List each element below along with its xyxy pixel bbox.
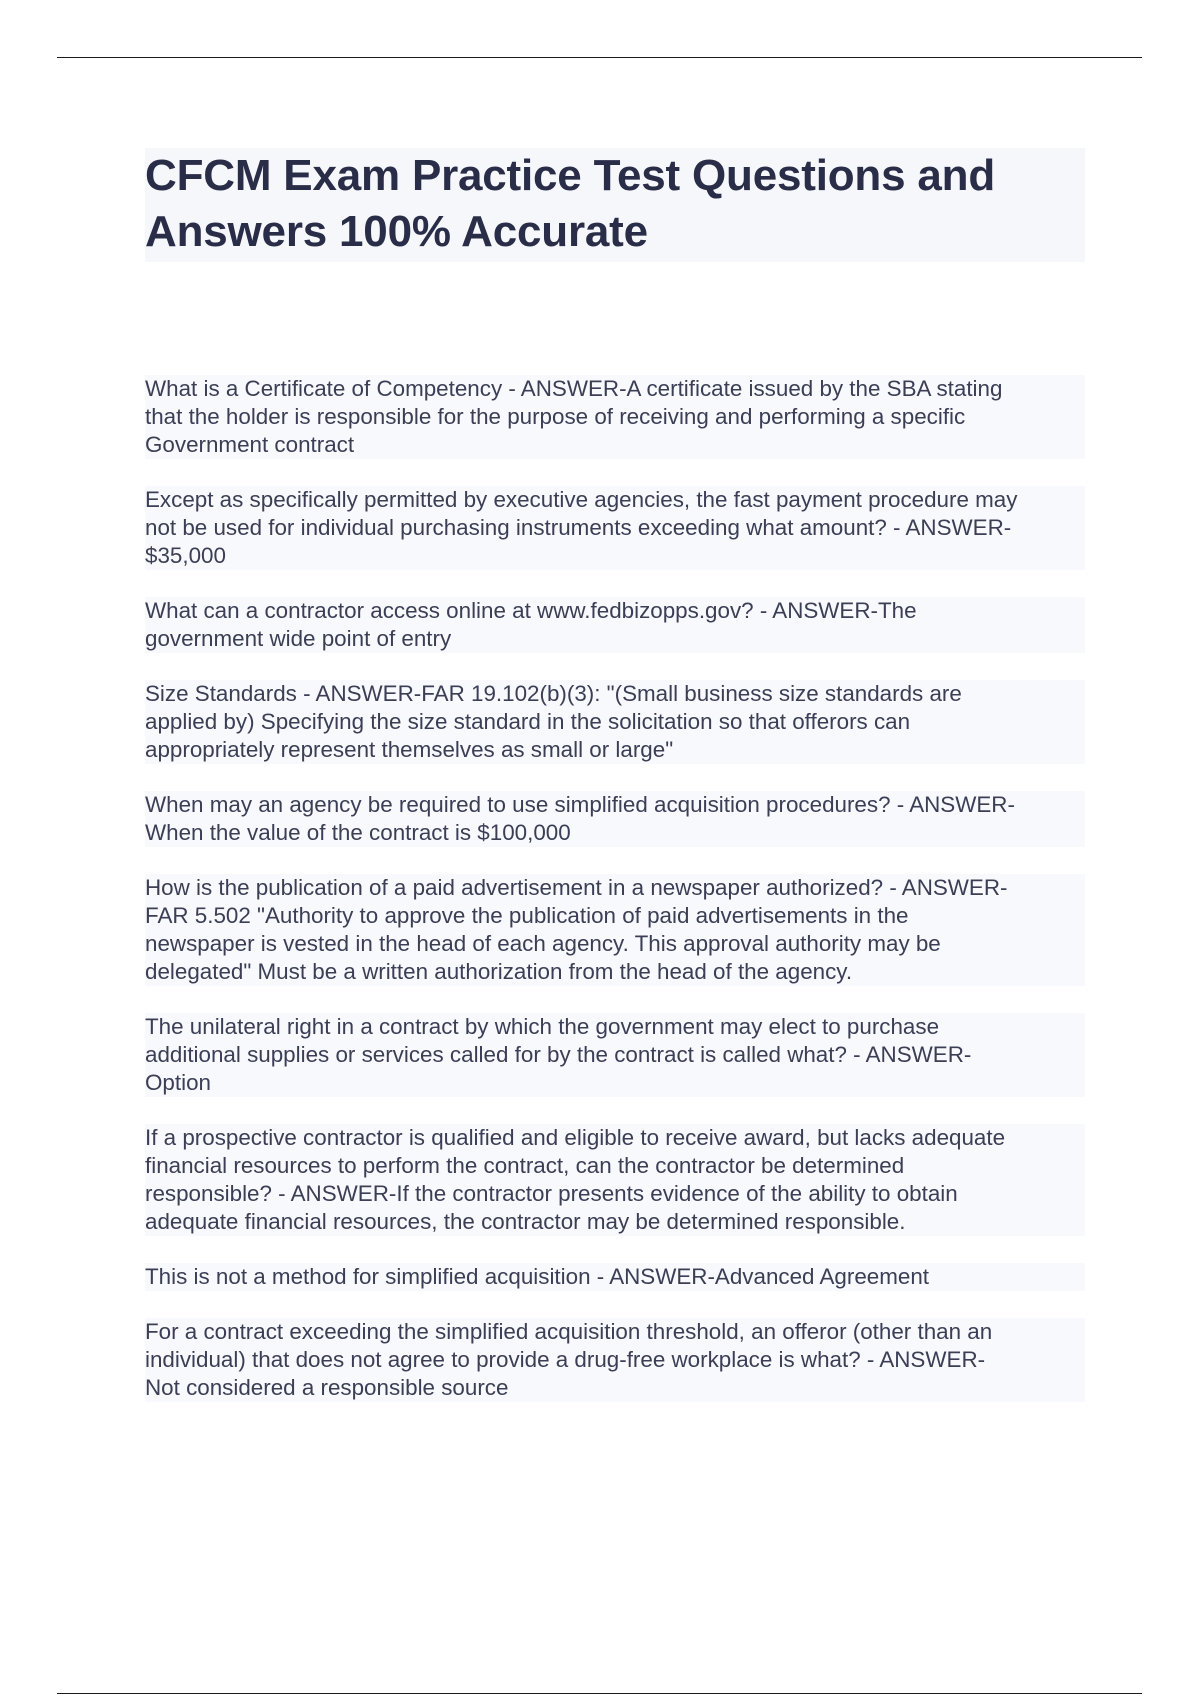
qa-item-10: For a contract exceeding the simplified acquisition threshold, an offeror (other than an individual) that does not agree to provide a drug-free workplace is what? - ANSWER- Not considered a responsible source [145,1318,1085,1402]
document-title: CFCM Exam Practice Test Questions and Answers 100% Accurate [145,151,996,256]
title-block [145,148,1085,262]
qa-item-6: How is the publication of a paid advertisement in a newspaper authorized? - ANSWER- FAR 5.502 "Authority to approve the publication of paid advertisements in the newspaper is vested in the head of each agency. This approval authority may be delegated" Must be a written authorization from the head of the agency. [145,874,1085,986]
qa-item-1: What is a Certificate of Competency - ANSWER-A certificate issued by the SBA stating that the holder is responsible for the purpose of receiving and performing a specific Government contract [145,375,1085,459]
qa-item-5: When may an agency be required to use simplified acquisition procedures? - ANSWER- When the value of the contract is $100,000 [145,791,1085,847]
bottom-divider [57,1693,1142,1694]
document-body [145,148,1085,1429]
qa-item-9: This is not a method for simplified acquisition - ANSWER-Advanced Agreement [145,1263,1085,1291]
qa-list [145,375,1085,1402]
qa-item-8: If a prospective contractor is qualified and eligible to receive award, but lacks adequate financial resources to perform the contract, can the contractor be determined responsible? - ANSWER-If the contractor presents evidence of the ability to obtain adequate financial resources, the contractor may be determined responsible. [145,1124,1085,1236]
qa-item-2: Except as specifically permitted by executive agencies, the fast payment procedure may not be used for individual purchasing instruments exceeding what amount? - ANSWER- $35,000 [145,486,1085,570]
qa-item-7: The unilateral right in a contract by which the government may elect to purchase additional supplies or services called for by the contract is called what? - ANSWER- Option [145,1013,1085,1097]
qa-item-3: What can a contractor access online at www.fedbizopps.gov? - ANSWER-The government wide point of entry [145,597,1085,653]
qa-item-4: Size Standards - ANSWER-FAR 19.102(b)(3): "(Small business size standards are applied by) Specifying the size standard in the solicitation so that offerors can appropriately represent themselves as small or large" [145,680,1085,764]
top-divider [57,57,1142,58]
